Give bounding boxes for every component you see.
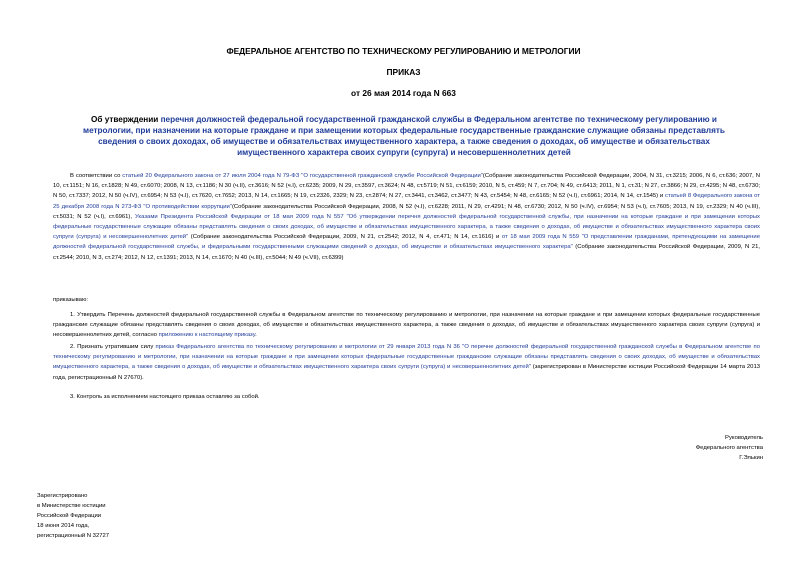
signature-title: Руководитель [725, 435, 763, 441]
link-law-79fz-article-20[interactable]: статьей 20 Федерального закона от 27 июля 2004 года N 79-ФЗ "О государственной гражданской службе Российской Федерации" [122, 173, 483, 179]
basis-paragraph [53, 171, 760, 263]
link-law-273fz-article-8[interactable]: статьей 8 Федерального закона от 25 декабря 2008 года N 273-ФЗ "О противодействии коррупции" [53, 193, 760, 210]
item-1-paragraph [53, 310, 760, 341]
link-appendix[interactable]: приложению к настоящему приказу [158, 332, 256, 339]
item-2-paragraph [53, 342, 760, 383]
item-3-paragraph: 3. Контроль за исполнением настоящего приказа оставляю за собой. [70, 394, 260, 400]
document-type: ПРИКАЗ [386, 67, 421, 77]
basis-text-4: (Собрание законодательства Российской Федерации, 2009, N 21, ст.2542; 2012, N 4, ст.471; N 14, ст.1616) и [188, 234, 502, 241]
signature-block [563, 433, 763, 463]
document-subject [80, 114, 728, 158]
signature-name: Г.Элькин [739, 455, 763, 461]
signature-agency: Федерального агентства [695, 445, 763, 451]
registration-line-1: Зарегистрировано [37, 493, 88, 499]
item-2-text: 2. Признать утратившим силу [70, 344, 156, 350]
basis-text-5: (Собрание законодательства Российской Федерации, 2009, N 21, ст.2544; 2010, N 3, ст.274; 2012, N 12, ст.1391; 2013, N 14, ст.1670; N 40 (ч.III), ст.5044; N 49 (ч.VII), ст.6399) [53, 244, 760, 261]
order-word: приказываю: [53, 297, 89, 303]
subject-link[interactable]: перечня должностей федеральной государственной гражданской службы в Федеральном агентстве по техническому регулированию и метрологии, при назначении на которые граждане и при замещении которых федеральные государственные гражданские служащие обязаны представлять сведения о своих доходах, об имуществе и обязательствах имущественного характера, а также сведения о доходах, об имуществе и обязательствах имущественного характера своих супруги (супруга) и несовершеннолетних детей [83, 115, 725, 157]
link-order-36[interactable]: приказ Федерального агентства по техническому регулированию и метрологии от 29 января 2013 года N 36 "О перечне должностей федеральной государственной гражданской службы в Федеральном агентстве по техническому регулированию и метрологии, при назначении на которые граждане и при замещении которых федеральные государственные гражданские служащие обязаны представлять сведения о своих доходах, об имуществе и обязательствах имущественного характера, а также сведения о доходах, об имуществе и обязательствах имущественного характера своих супруги (супруга) и несовершеннолетних детей" [53, 344, 761, 371]
item-1-end: . [255, 332, 257, 339]
registration-line-2: в Министерстве юстиции [37, 503, 106, 509]
item-1-text: 1. Утвердить Перечень должностей федеральной государственной службы в Федеральном агентстве по техническому регулированию и метрологии, при назначении на которые граждане и при замещении которых федеральные государственные гражданские служащие обязаны представлять сведения о своих доходах, об имуществе и обязательствах имущественного характера, а также сведения о доходах, об имуществе и обязательствах имущественного характера своих супруги (супруга) и несовершеннолетних детей, согласно [53, 312, 760, 339]
document-date: от 26 мая 2014 года N 663 [351, 88, 456, 98]
basis-text-2: (Собрание законодательства Российской Федерации, 2004, N 31, ст.3215; 2006, N 6, ст.636; 2007, N 10, ст.1151; N 16, ст.1828; N 49, ст.6070; 2008, N 13, ст.1186; N 30 (ч.II), ст.3616; N 52 (ч.I), ст.6235; 2009, N 29, ст.3597, ст.3624; N 48, ст.5719; N 51, ст.6159; 2010, N 5, ст.459; N 7, ст.704; N 49, ст.6413; 2011, N 1, ст.31; N 27, ст.3866; N 29, ст.4295; N 48, ст.6730; N 50, ст.7337; 2012, N 50 (ч.IV), ст.6954; N 53 (ч.I), ст.7620, ст.7652; 2013, N 14, ст.1665; N 19, ст.2326, 2329; N 23, ст.2874; N 27, ст.3441, ст.3462, ст.3477; N 43, ст.5454; N 48, ст.6165; N 52 (ч.I), ст.6961; 2014, N 14, ст.1545) и [53, 173, 761, 200]
link-decree-559[interactable]: от 18 мая 2009 года N 559 "О представлении гражданами, претендующими на замещение должностей федеральной государственной службы, и федеральными государственными служащими сведений о доходах, об имуществе и обязательствах имущественного характера" [53, 234, 760, 251]
registration-line-3: Российской Федерации [37, 513, 102, 519]
agency-heading: ФЕДЕРАЛЬНОЕ АГЕНТСТВО ПО ТЕХНИЧЕСКОМУ РЕГУЛИРОВАНИЮ И МЕТРОЛОГИИ [226, 46, 581, 56]
basis-text-1: В соответствии со [70, 173, 123, 179]
registration-date: 18 июня 2014 года, [37, 523, 90, 529]
registration-block [37, 491, 237, 541]
registration-number: регистрационный N 32727 [37, 533, 110, 539]
link-decree-557[interactable]: Указами Президента Российской Федерации от 18 мая 2009 года N 557 "Об утверждении перечня должностей федеральной государственной службы, при назначении на которые граждане и при замещении которых федеральные государственные служащие обязаны представлять сведения о своих доходах, об имуществе и обязательствах имущественного характера, а также сведения о доходах, об имуществе и обязательствах имущественного характера своих супруги (супруга) и несовершеннолетних детей" [53, 213, 760, 241]
basis-text-3: (Собрание законодательства Российской Федерации, 2008, N 52 (ч.I), ст.6228; 2011, N 29, ст.4291; N 48, ст.6730; 2012, N 50 (ч.IV), ст.6954; N 53 (ч.I), ст.7605; 2013, N 19, ст.2329; N 40 (ч.III), ст.5031; N 52 (ч.I), ст.6961), [53, 203, 761, 220]
item-2-end: (зарегистрирован в Министерстве юстиции Российской Федерации 14 марта 2013 года, регистрационный N 27670). [53, 364, 760, 381]
subject-prefix: Об утверждении [91, 115, 161, 124]
